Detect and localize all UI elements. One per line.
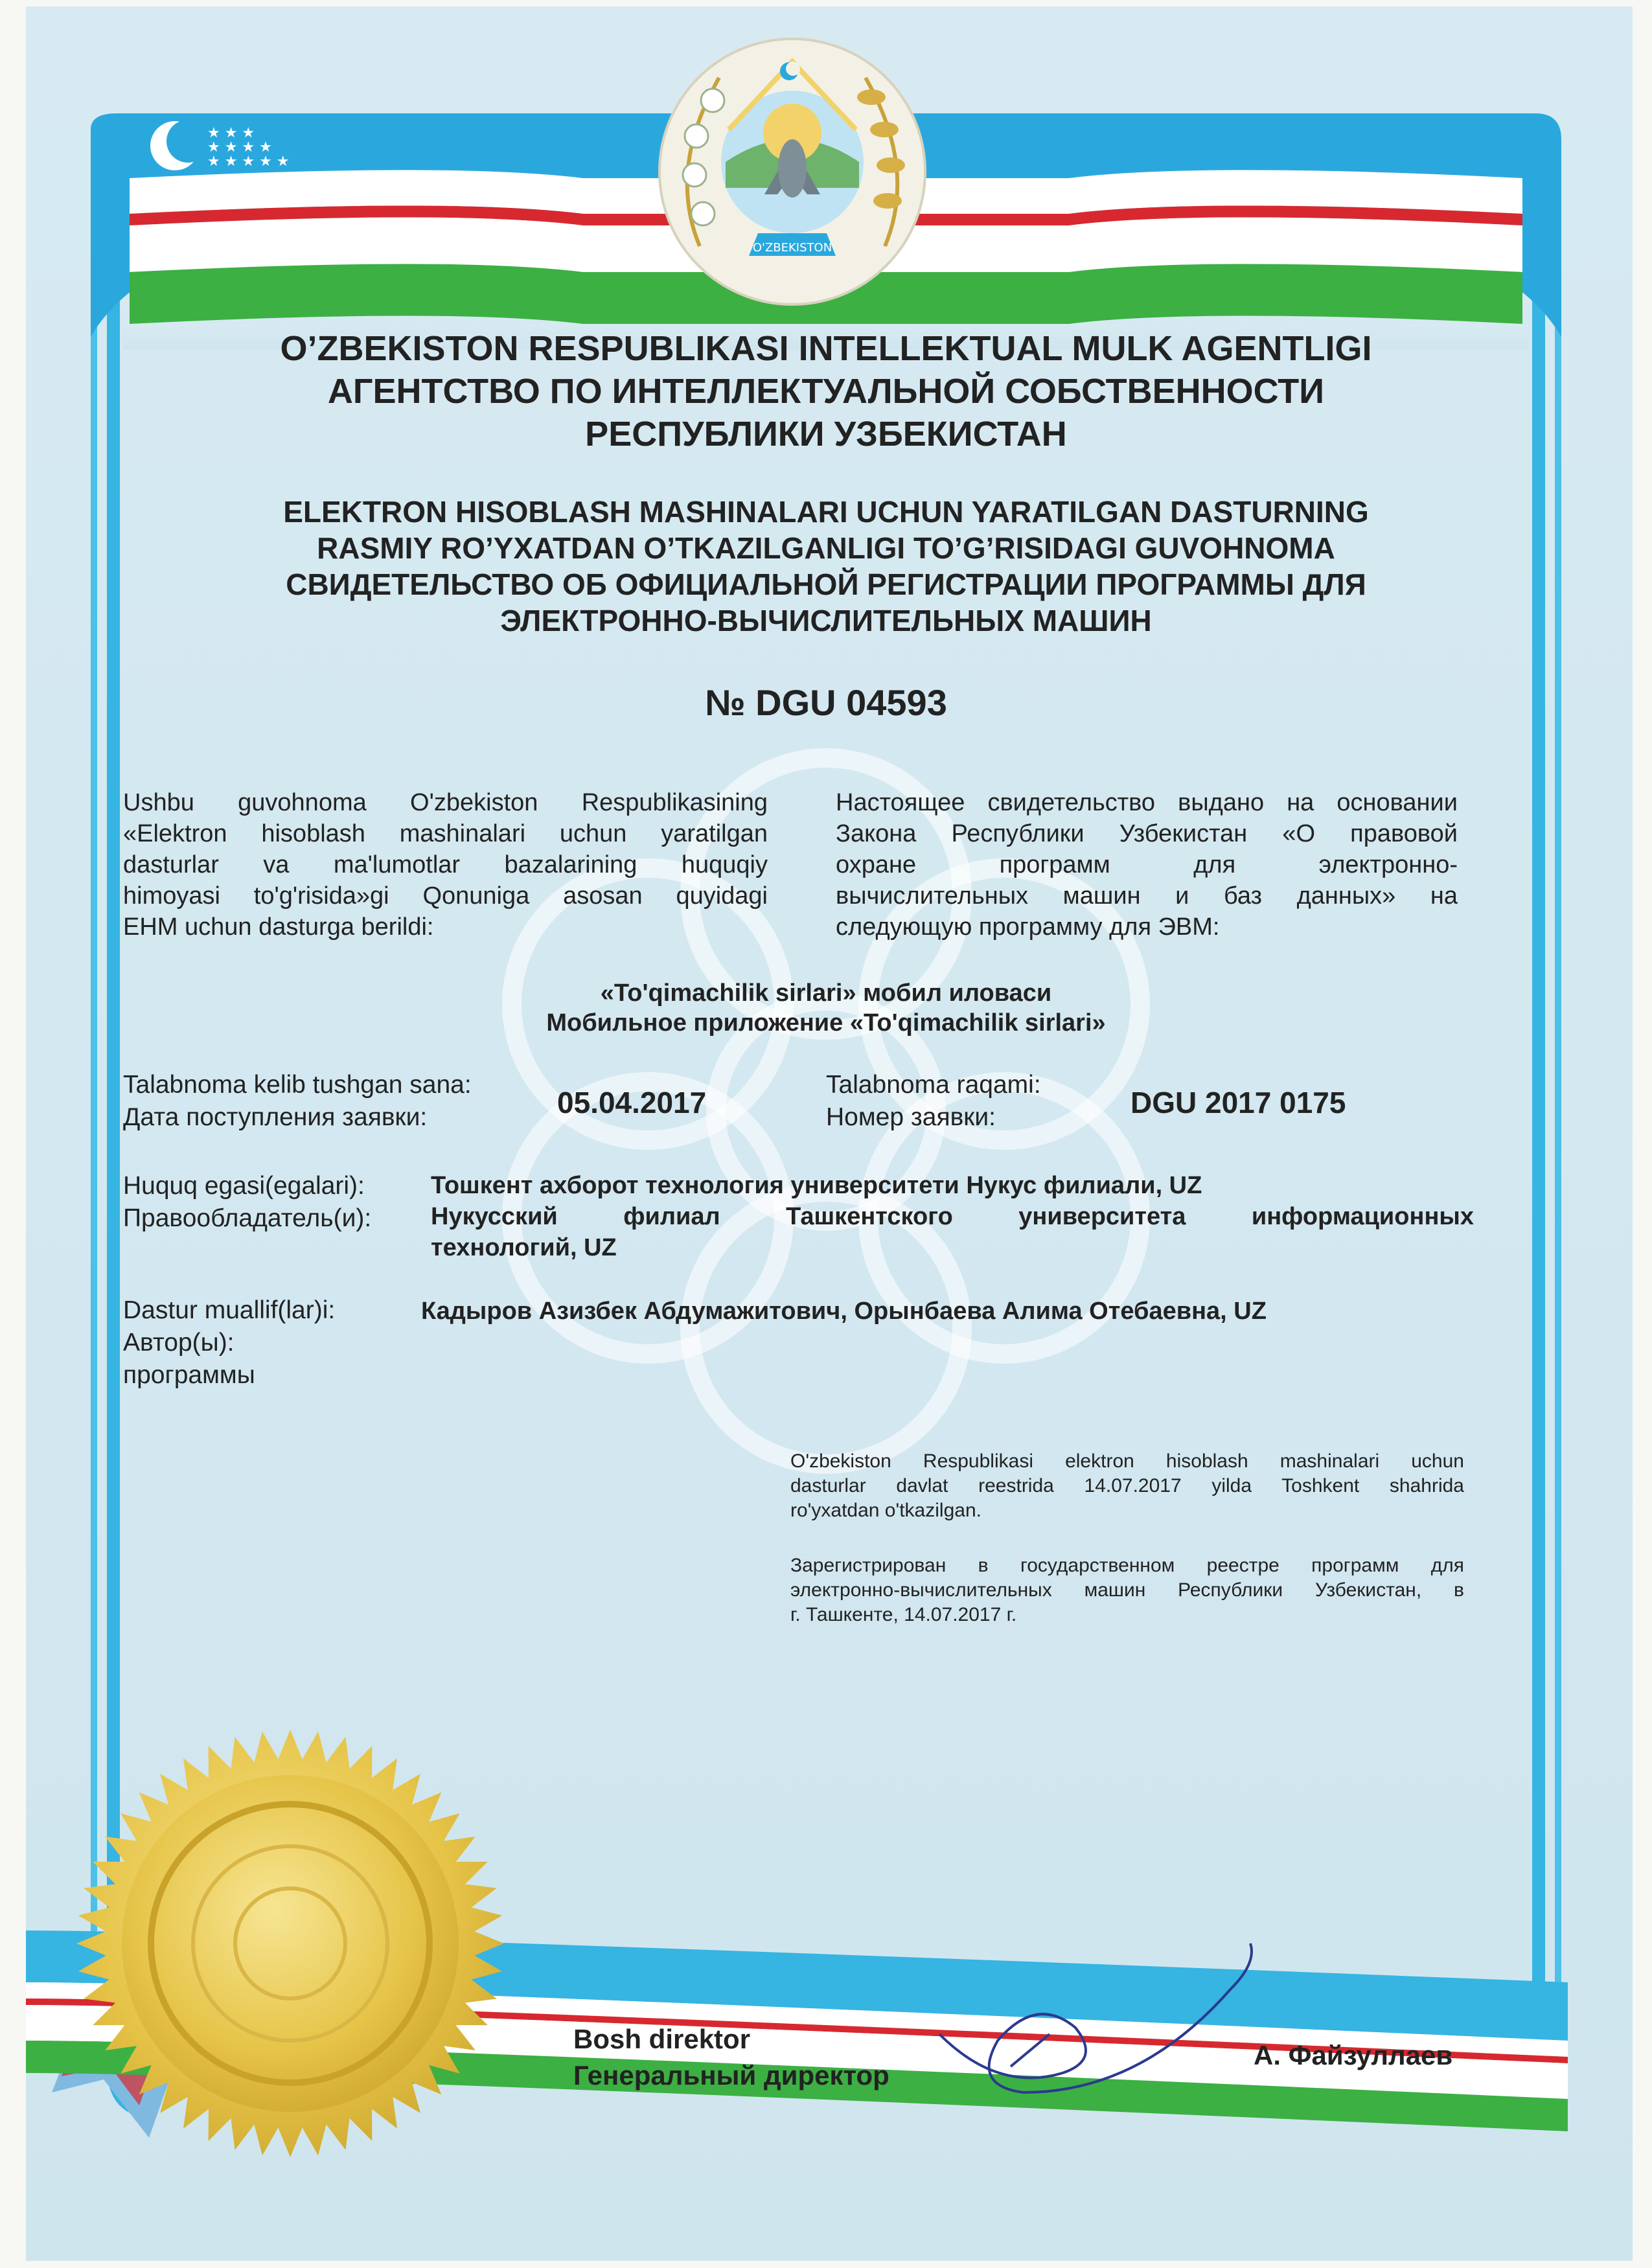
title-uz-line2: RASMIY RO’YXATDAN O’TKAZILGANLIGI TO’G’RISIDAGI GUVOHNOMA <box>317 531 1335 565</box>
title-ru-line1: СВИДЕТЕЛЬСТВО ОБ ОФИЦИАЛЬНОЙ РЕГИСТРАЦИИ ПРОГРАММЫ ДЛЯ <box>286 567 1366 601</box>
application-date-value: 05.04.2017 <box>557 1086 707 1119</box>
program-name-uz: «To'qimachilik sirlari» мобил иловаси <box>600 979 1052 1007</box>
agency-name-ru-line1: АГЕНТСТВО ПО ИНТЕЛЛЕКТУАЛЬНОЙ СОБСТВЕННОСТИ <box>327 372 1325 411</box>
registration-uz-line: dasturlar davlat reestrida 14.07.2017 yilda Toshkent shahrida <box>790 1475 1464 1496</box>
program-name-ru: Мобильное приложение «To'qimachilik sirlari» <box>546 1009 1106 1037</box>
application-number-label-ru: Номер заявки: <box>826 1103 996 1131</box>
agency-heading <box>130 327 1522 455</box>
owner-label-ru: Правообладатель(и): <box>123 1204 372 1232</box>
intro-uz-line: dasturlar va ma'lumotlar bazalarining huquqiy <box>123 851 768 878</box>
registration-note-uz <box>790 1449 1464 1523</box>
registration-uz-line: O'zbekiston Respublikasi elektron hisoblash mashinalari uchun <box>790 1450 1464 1472</box>
application-number-value: DGU 2017 0175 <box>1130 1086 1346 1119</box>
title-uz-line1: ELEKTRON HISOBLASH MASHINALARI UCHUN YARATILGAN DASTURNING <box>283 495 1369 529</box>
registration-ru-line: Зарегистрирован в государственном реестре программ для <box>790 1555 1464 1576</box>
svg-text:★ ★ ★ ★: ★ ★ ★ ★ <box>207 139 272 155</box>
application-date-label-uz: Talabnoma kelib tushgan sana: <box>123 1071 472 1099</box>
owner-value-ru-line1: Нукусский филиал Ташкентского университета информационных <box>431 1203 1474 1230</box>
authors-label-ru-line1: Автор(ы): <box>123 1329 235 1357</box>
intro-uz-line: himoyasi to'g'risida»gi Qonuniga asosan quyidagi <box>123 882 768 910</box>
intro-ru-line: вычислительных машин и баз данных» на <box>836 882 1458 910</box>
intro-uz-line: EHM uchun dasturga berildi: <box>123 913 434 941</box>
authors-label <box>123 1294 335 1392</box>
svg-text:★ ★ ★ ★ ★: ★ ★ ★ ★ ★ <box>207 154 290 170</box>
intro-ru-line: Закона Республики Узбекистан «О правовой <box>836 820 1458 847</box>
owner-label <box>123 1170 371 1235</box>
application-date-label <box>123 1069 472 1134</box>
intro-uz <box>123 787 768 943</box>
program-name <box>130 978 1522 1038</box>
application-date-label-ru: Дата поступления заявки: <box>123 1103 428 1131</box>
intro-ru-line: Настоящее свидетельство выдано на основании <box>836 789 1458 816</box>
registration-ru-line: г. Ташкенте, 14.07.2017 г. <box>790 1604 1017 1625</box>
director-title-ru: Генеральный директор <box>573 2060 889 2090</box>
director-name: А. Файзуллаев <box>1254 2040 1453 2070</box>
owner-value <box>431 1170 1474 1263</box>
owner-value-uz: Тошкент ахборот технология университети Нукус филиали, UZ <box>431 1172 1202 1199</box>
authors-label-uz: Dastur muallif(lar)i: <box>123 1296 336 1324</box>
authors-value: Кадыров Азизбек Абдумажитович, Орынбаева Алима Отебаевна, UZ <box>421 1298 1267 1325</box>
authors-label-ru-line2: программы <box>123 1361 255 1389</box>
agency-name-ru-line2: РЕСПУБЛИКИ УЗБЕКИСТАН <box>585 415 1067 453</box>
agency-name-uz: O’ZBEKISTON RESPUBLIKASI INTELLEKTUAL MULK AGENTLIGI <box>280 329 1372 368</box>
intro-ru <box>836 787 1458 943</box>
intro-ru-line: охране программ для электронно- <box>836 851 1458 878</box>
svg-text:★ ★ ★: ★ ★ ★ <box>207 125 255 141</box>
intro-uz-line: «Elektron hisoblash mashinalari uchun yaratilgan <box>123 820 768 847</box>
director-title-uz: Bosh direktor <box>573 2024 751 2054</box>
registration-note-ru <box>790 1553 1464 1627</box>
intro-ru-line: следующую программу для ЭВМ: <box>836 913 1220 941</box>
certificate-title <box>130 494 1522 639</box>
owner-label-uz: Huquq egasi(egalari): <box>123 1172 365 1200</box>
title-ru-line2: ЭЛЕКТРОННО-ВЫЧИСЛИТЕЛЬНЫХ МАШИН <box>500 604 1152 637</box>
director-title <box>573 2021 889 2094</box>
certificate-number: № DGU 04593 <box>705 682 947 723</box>
emblem-ribbon-text: O'ZBEKISTON <box>752 241 832 255</box>
registration-ru-line: электронно-вычислительных машин Республики Узбекистан, в <box>790 1579 1464 1601</box>
application-number-label <box>826 1069 1041 1134</box>
application-number-label-uz: Talabnoma raqami: <box>826 1071 1041 1099</box>
owner-value-ru-line2: технологий, UZ <box>431 1234 617 1261</box>
intro-uz-line: Ushbu guvohnoma O'zbekiston Respublikasining <box>123 789 768 816</box>
registration-uz-line: ro'yxatdan o'tkazilgan. <box>790 1500 981 1521</box>
state-emblem <box>660 39 925 304</box>
